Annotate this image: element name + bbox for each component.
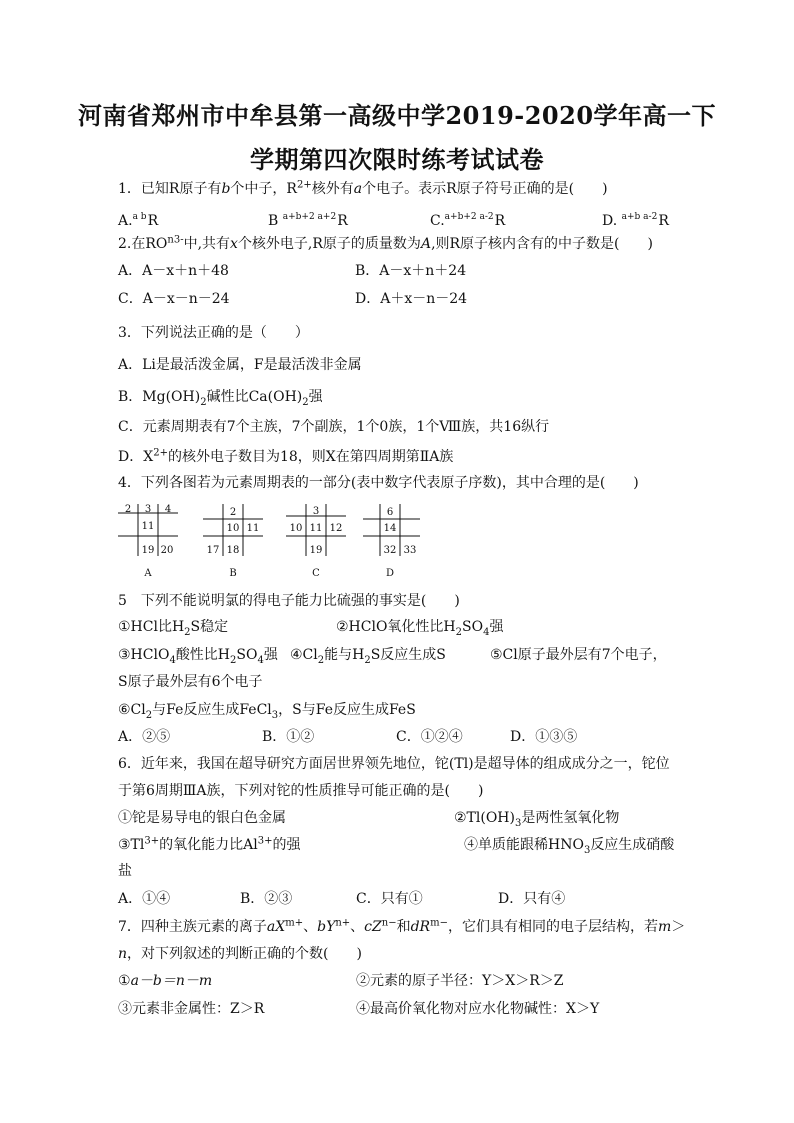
table-b-cell-5: 18 bbox=[226, 545, 240, 556]
question-7-item-3: ③元素非金属性：Z＞R bbox=[118, 1001, 265, 1017]
question-1-option-c: C.a+b+2 a-2R bbox=[430, 212, 506, 229]
table-c-cell-3: 11 bbox=[309, 523, 323, 534]
question-1-option-d: D. a+b a-2R bbox=[602, 212, 669, 229]
question-5-item-1: ①HCl比$H_2S$稳定 bbox=[118, 619, 229, 638]
question-6-option-b: B．②③ bbox=[240, 891, 293, 907]
table-a-cell-5: 19 bbox=[141, 545, 155, 556]
table-c-cell-2: 10 bbox=[289, 523, 303, 534]
table-c-cell-1: 3 bbox=[312, 506, 320, 517]
table-d-cell-2: 14 bbox=[383, 523, 397, 534]
question-5-item-5-cont: S原子最外层有6个电子 bbox=[118, 674, 263, 690]
question-5-item-6: $⑥Cl_2$与Fe反应生成FeCl$_3$，S与Fe反应生成FeS bbox=[118, 702, 416, 721]
question-6-stem-line1: 6．近年来，我国在超导研究方面居世界领先地位，铊(Tl)是超导体的组成成分之一，铊位 bbox=[118, 756, 670, 772]
question-3-option-a: A．Li是最活泼金属，F是最活泼非金属 bbox=[118, 357, 362, 373]
question-7-item-4: ④最高价氧化物对应水化物碱性：X＞Y bbox=[356, 1001, 600, 1017]
question-3-option-c: C．元素周期表有7个主族，7个副族，1个0族，1个Ⅷ族，共16纵行 bbox=[118, 419, 550, 435]
question-5-option-d: D．①③⑤ bbox=[510, 729, 578, 745]
table-b-cell-4: 17 bbox=[206, 545, 220, 556]
table-c-cell-5: 19 bbox=[309, 545, 323, 556]
table-b-label: B bbox=[229, 568, 237, 579]
question-2-option-a: A．A－x＋n＋48 bbox=[118, 263, 229, 279]
periodic-table-fragments bbox=[118, 504, 438, 580]
table-b-cell-3: 11 bbox=[246, 523, 260, 534]
question-6-item-2: $②Tl(OH)_3$是两性氢氧化物 bbox=[454, 810, 620, 829]
question-5-option-a: A．②⑤ bbox=[118, 729, 171, 745]
question-7-stem-line1: 7．四种主族元素的离子$aX^{m+}$、$bY^{n+}$、$cZ^{n-}$和$dR^{m-}$，它们具有相同的电子层结构，若m＞ bbox=[118, 917, 686, 935]
question-2-stem: 2.在$RO^{n3-}$中,共有x个核外电子,R原子的质量数为A,则R原子核内含有的中子数是( ) bbox=[118, 234, 653, 252]
question-6-item-3: $③Tl^{3+}$的氧化能力比$Al^{3+}$的强 bbox=[118, 835, 301, 853]
exam-title-line2: 学期第四次限时练考试试卷 bbox=[250, 145, 544, 174]
exam-title-line1: 河南省郑州市中牟县第一高级中学2019-2020学年高一下 bbox=[77, 101, 717, 130]
question-7-item-2: ②元素的原子半径：Y＞X＞R＞Z bbox=[356, 973, 564, 989]
table-a-cell-6: 20 bbox=[160, 545, 174, 556]
table-a-cell-4: 11 bbox=[141, 521, 155, 532]
question-1-stem: 1．已知R原子有b个中子，$R^{2+}$核外有a个电子。表示R原子符号正确的是( ) bbox=[118, 179, 608, 197]
question-6-stem-line2: 于第6周期ⅢA族，下列对铊的性质推导可能正确的是( ) bbox=[118, 783, 484, 799]
question-6-item-1: ①铊是易导电的银白色金属 bbox=[118, 810, 286, 826]
table-a-cell-3: 4 bbox=[164, 504, 172, 515]
question-2-option-c: C．A－x－n－24 bbox=[118, 291, 230, 307]
question-1-option-b: B a+b+2 a+2R bbox=[268, 212, 348, 229]
question-2-option-d: D．A＋x－n－24 bbox=[355, 291, 468, 307]
table-c-label: C bbox=[312, 568, 320, 579]
question-5-item-5: ⑤Cl原子最外层有7个电子， bbox=[490, 647, 667, 663]
question-7-item-1: ①a－b＝n－m bbox=[118, 973, 213, 989]
table-c-cell-4: 12 bbox=[329, 523, 343, 534]
question-5-item-2: ②HClO氧化性比$H_2SO_4$强 bbox=[336, 619, 504, 638]
question-2-option-b: B．A－x＋n＋24 bbox=[355, 263, 467, 279]
table-b-cell-1: 2 bbox=[229, 507, 237, 518]
question-7-stem-line2: n，对下列叙述的判断正确的个数( ) bbox=[118, 946, 362, 962]
question-1-option-a: A.a bR bbox=[118, 212, 159, 229]
table-b-cell-2: 10 bbox=[226, 523, 240, 534]
table-d-cell-1: 6 bbox=[386, 507, 394, 518]
question-6-option-a: A．①④ bbox=[118, 891, 171, 907]
question-5-item-4: $④Cl_2$能与$H_2S$反应生成S bbox=[290, 647, 446, 666]
table-d-cell-4: 33 bbox=[403, 545, 417, 556]
question-5-option-b: B．①② bbox=[262, 729, 315, 745]
question-6-option-d: D．只有④ bbox=[498, 891, 566, 907]
question-3-option-b: B．$Mg(OH)_2$碱性比$Ca(OH)_2$强 bbox=[118, 389, 323, 408]
table-a-cell-1: 2 bbox=[124, 504, 132, 515]
question-3-stem: 3．下列说法正确的是（ ） bbox=[118, 325, 309, 341]
question-6-item-4: ④单质能跟稀$HNO_3$反应生成硝酸 bbox=[464, 837, 675, 856]
table-a-cell-2: 3 bbox=[144, 504, 152, 515]
table-d-cell-3: 32 bbox=[383, 545, 397, 556]
question-4-stem: 4．下列各图若为元素周期表的一部分(表中数字代表原子序数)，其中合理的是( ) bbox=[118, 475, 639, 491]
question-6-item-4-cont: 盐 bbox=[118, 863, 132, 879]
question-5-option-c: C．①②④ bbox=[396, 729, 463, 745]
table-a-label: A bbox=[144, 568, 152, 579]
table-d-label: D bbox=[385, 568, 395, 579]
question-3-option-d: D．$X^{2+}$的核外电子数目为18，则X在第四周期第ⅡA族 bbox=[118, 447, 454, 465]
question-5-stem: 5 下列不能说明氯的得电子能力比硫强的事实是( ) bbox=[118, 593, 460, 609]
question-6-option-c: C．只有① bbox=[356, 891, 423, 907]
question-5-item-3: ③HClO$_4$酸性比$H_2SO_4$强 bbox=[118, 647, 278, 666]
